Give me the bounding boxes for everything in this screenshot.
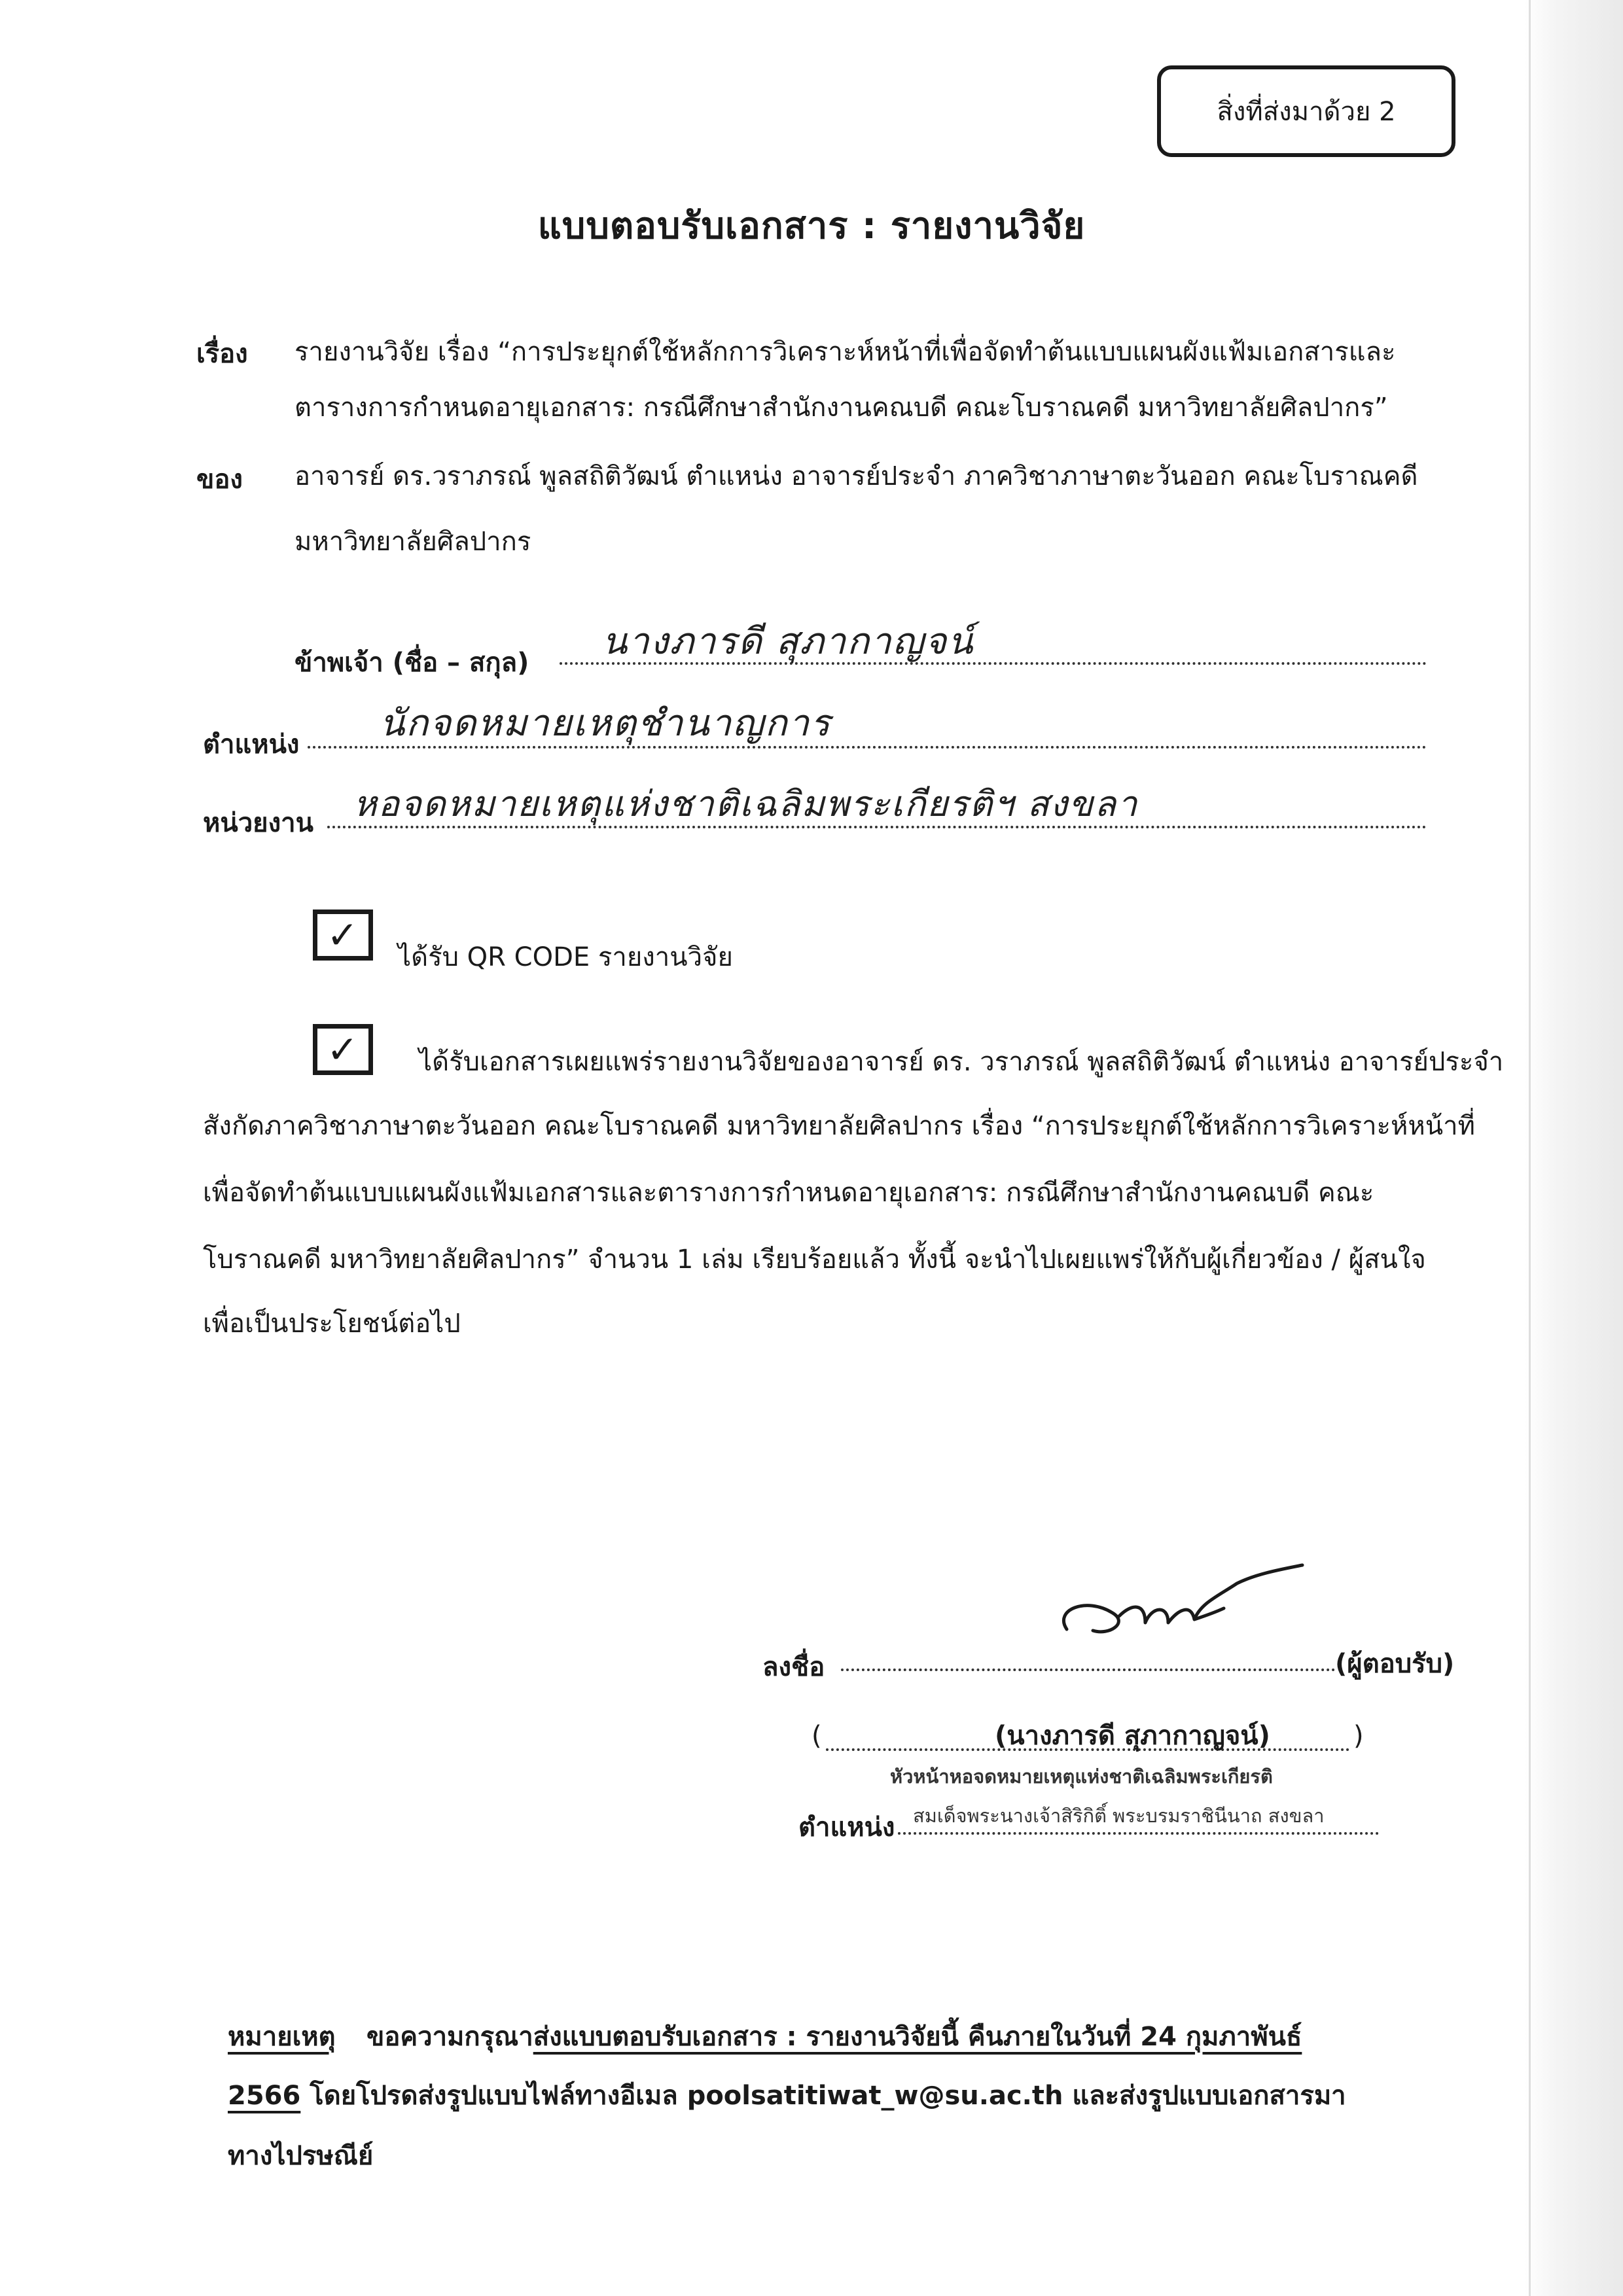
note-line-1 <box>366 2015 1302 2057</box>
check-mark-icon: ✓ <box>327 1027 359 1072</box>
document-title: แบบตอบรับเอกสาร : รายงานวิจัย <box>537 205 1086 247</box>
qr-checkbox[interactable] <box>313 910 373 961</box>
signer-name: (นางภารดี สุภากาญจน์) <box>995 1721 1270 1751</box>
signer-position-line <box>898 1832 1379 1835</box>
document-checkbox[interactable] <box>313 1024 373 1075</box>
signer-close-paren: ) <box>1353 1721 1364 1751</box>
document-ack-line-1: ได้รับเอกสารเผยแพร่รายงานวิจัยของอาจารย์ ดร. วราภรณ์ พูลสถิติวัฒน์ ตำแหน่ง อาจารย์ประจำ <box>419 1047 1504 1077</box>
check-mark-icon: ✓ <box>327 913 359 957</box>
note-year: 2566 <box>228 2081 301 2111</box>
note-line-1-underlined: ส่งแบบตอบรับเอกสาร : รายงานวิจัยนี้ คืนภายในวันที่ 24 กุมภาพันธ์ <box>533 2022 1302 2052</box>
position-field-label: ตำแหน่ง <box>203 730 300 760</box>
position-stamp-line-2: สมเด็จพระนางเจ้าสิริกิติ์ พระบรมราชินีนาถ สงขลา <box>913 1805 1325 1827</box>
document-ack-line-2: สังกัดภาควิชาภาษาตะวันออก คณะโบราณคดี มหาวิทยาลัยศิลปากร เรื่อง “การประยุกต์ใช้หลักการวิเคราะห์หน้าที่ <box>203 1111 1475 1141</box>
scan-edge-shadow <box>1525 0 1623 2296</box>
position-stamp-line-1: หัวหน้าหอจดหมายเหตุแห่งชาติเฉลิมพระเกียรติ <box>890 1765 1273 1788</box>
qr-checkbox-label: ได้รับ QR CODE รายงานวิจัย <box>398 942 733 972</box>
note-line-2 <box>228 2074 1346 2116</box>
note-line-1-plain: ขอความกรุณา <box>366 2022 533 2052</box>
handwritten-signature <box>1047 1557 1322 1669</box>
document-ack-line-5: เพื่อเป็นประโยชน์ต่อไป <box>203 1309 461 1339</box>
scan-margin-line <box>1529 0 1531 2296</box>
agency-field-value: หอจดหมายเหตุแห่งชาติเฉลิมพระเกียรติฯ สงขลา <box>353 783 1139 824</box>
agency-field-label: หน่วยงาน <box>203 808 313 838</box>
subject-line-1: รายงานวิจัย เรื่อง “การประยุกต์ใช้หลักการวิเคราะห์หน้าที่เพื่อจัดทำต้นแบบแผนผังแฟ้มเอกสารและ <box>294 337 1396 367</box>
author-line-2: มหาวิทยาลัยศิลปากร <box>294 527 531 557</box>
document-ack-line-4: โบราณคดี มหาวิทยาลัยศิลปากร” จำนวน 1 เล่ม เรียบร้อยแล้ว ทั้งนี้ จะนำไปเผยแพร่ให้กับผู้เกี่ยวข้อง / ผู้สนใจ <box>203 1245 1426 1275</box>
signature-line <box>841 1669 1335 1671</box>
position-field-value: นักจดหมายเหตุชำนาญการ <box>380 702 832 745</box>
note-label <box>228 2015 336 2057</box>
signature-label: ลงชื่อ <box>762 1652 825 1682</box>
signer-open-paren: ( <box>812 1721 822 1751</box>
document-ack-line-3: เพื่อจัดทำต้นแบบแผนผังแฟ้มเอกสารและตารางการกำหนดอายุเอกสาร: กรณีศึกษาสำนักงานคณบดี คณะ <box>203 1178 1374 1208</box>
note-line-3: ทางไปรษณีย์ <box>228 2141 374 2171</box>
author-line-1: อาจารย์ ดร.วราภรณ์ พูลสถิติวัฒน์ ตำแหน่ง อาจารย์ประจำ ภาควิชาภาษาตะวันออก คณะโบราณคดี <box>294 461 1418 491</box>
author-label: ของ <box>196 465 243 495</box>
respondent-label: (ผู้ตอบรับ) <box>1335 1649 1455 1679</box>
enclosure-label-box <box>1157 65 1455 157</box>
subject-label: เรื่อง <box>196 339 248 369</box>
subject-line-2: ตารางการกำหนดอายุเอกสาร: กรณีศึกษาสำนักงานคณบดี คณะโบราณคดี มหาวิทยาลัยศิลปากร” <box>294 393 1388 423</box>
enclosure-label: สิ่งที่ส่งมาด้วย 2 <box>1217 97 1396 127</box>
name-field-label: ข้าพเจ้า (ชื่อ – สกุล) <box>294 648 529 678</box>
note-line-2-rest: โดยโปรดส่งรูปแบบไฟล์ทางอีเมล poolsatitiwat_w@su.ac.th และส่งรูปแบบเอกสารมา <box>310 2081 1346 2111</box>
signer-position-label: ตำแหน่ง <box>798 1812 895 1843</box>
name-field-value: นางภารดี สุภากาญจน์ <box>602 620 974 663</box>
note-label-text: หมายเหตุ <box>228 2022 336 2052</box>
